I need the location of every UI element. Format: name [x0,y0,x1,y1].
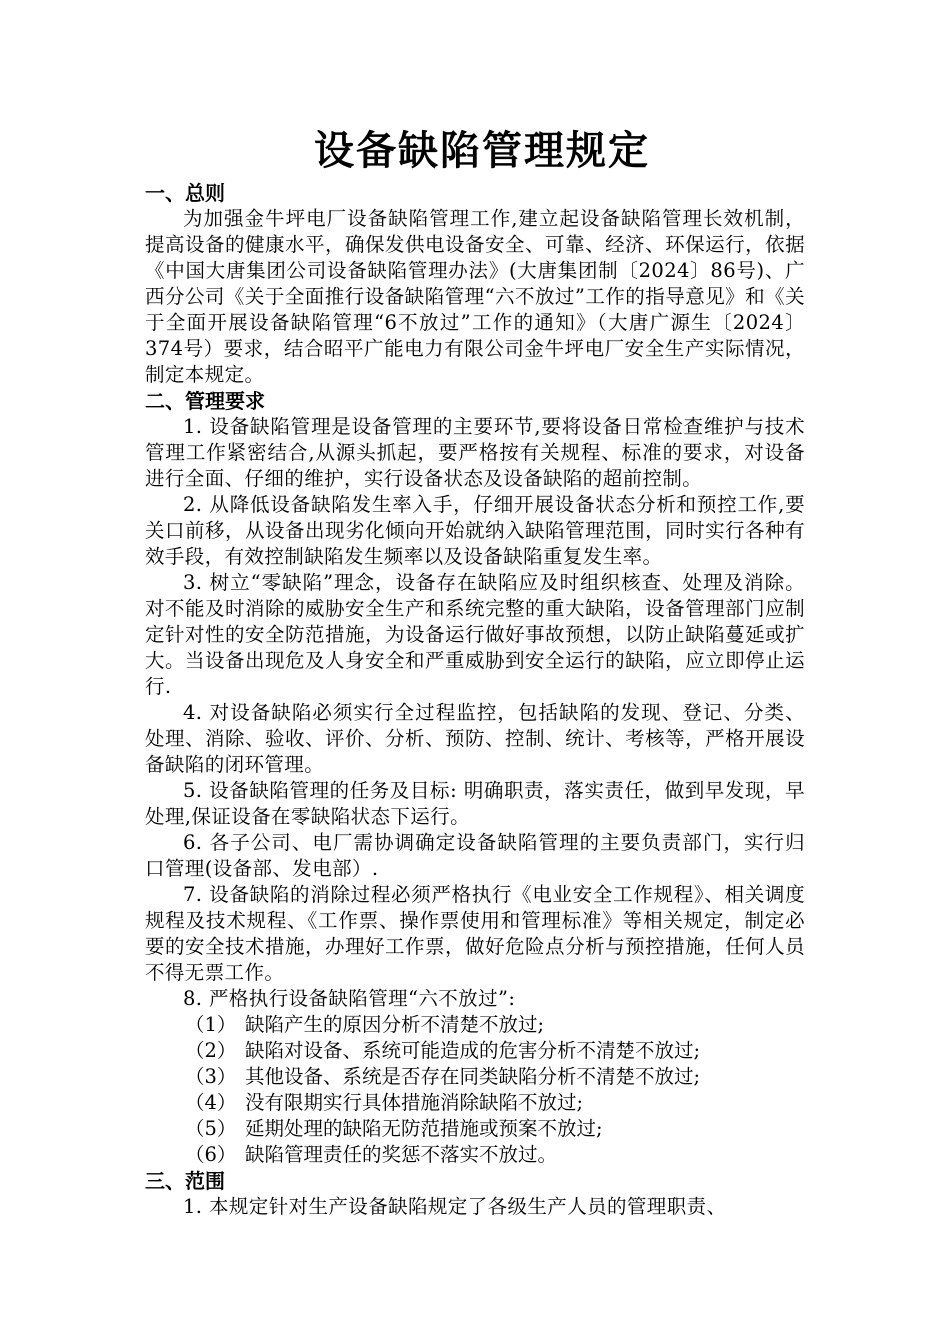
section-general [145,180,805,388]
section-heading: 一、总则 [145,181,225,205]
list-item-text: 其他设备、系统是否存在同类缺陷分析不清楚不放过; [245,1065,701,1088]
paragraph: 4. 对设备缺陷必须实行全过程监控，包括缺陷的发现、登记、分类、处理、消除、验收、评价、分析、预防、控制、统计、考核等，严格开展设备缺陷的闭环管理。 [145,701,805,776]
list-item [145,1038,805,1064]
section-heading: 二、管理要求 [145,389,265,413]
list-item-number: （2） [185,1039,237,1062]
section-management-requirements [145,388,805,1168]
list-item [145,1090,805,1116]
list-item-text: 缺陷产生的原因分析不清楚不放过; [245,1013,545,1036]
paragraph: 3. 树立“零缺陷”理念，设备存在缺陷应及时组织核查、处理及消除。对不能及时消除的威胁安全生产和系统完整的重大缺陷，设备管理部门应制定针对性的安全防范措施，为设备运行做好事故预想，以防止缺陷蔓延或扩大。当设备出现危及人身安全和严重威胁到安全运行的缺陷，应立即停止运行. [145,571,805,698]
paragraph: 1. 本规定针对生产设备缺陷规定了各级生产人员的管理职责、 [183,1195,727,1218]
paragraph: 为加强金牛坪电厂设备缺陷管理工作,建立起设备缺陷管理长效机制，提高设备的健康水平，确保发供电设备安全、可靠、经济、环保运行，依据《中国大唐集团公司设备缺陷管理办法》(大唐集团制〔2024〕86号)、广西分公司《关于全面推行设备缺陷管理“六不放过”工作的指导意见》和《关于全面开展设备缺陷管理“6不放过”工作的通知》（大唐广源生〔2024〕374号）要求，结合昭平广能电力有限公司金牛坪电厂安全生产实际情况，制定本规定。 [145,207,805,386]
document-page [145,122,805,1220]
document-title: 设备缺陷管理规定 [314,127,650,174]
list-item [145,1012,805,1038]
section-scope [145,1168,805,1220]
paragraph: 2. 从降低设备缺陷发生率入手，仔细开展设备状态分析和预控工作,要关口前移，从设备出现劣化倾向开始就纳入缺陷管理范围，同时实行各种有效手段，有效控制缺陷发生频率以及设备缺陷重复发生率。 [145,493,805,568]
list-item-text: 缺陷对设备、系统可能造成的危害分析不清楚不放过; [245,1039,701,1062]
list-item-number: （3） [185,1065,237,1088]
paragraph: 8. 严格执行设备缺陷管理“六不放过”: [183,987,516,1010]
paragraph: 1. 设备缺陷管理是设备管理的主要环节,要将设备日常检查维护与技术管理工作紧密结合,从源头抓起，要严格按有关规程、标准的要求，对设备进行全面、仔细的维护，实行设备状态及设备缺陷的超前控制。 [145,415,805,490]
list-item-number: （5） [185,1117,237,1140]
six-principles-list [145,1012,805,1168]
paragraph: 5. 设备缺陷管理的任务及目标: 明确职责，落实责任，做到早发现，早处理,保证设备在零缺陷状态下运行。 [145,779,805,828]
list-item-text: 延期处理的缺陷无防范措施或预案不放过; [245,1117,603,1140]
list-item-text: 没有限期实行具体措施消除缺陷不放过; [245,1091,584,1114]
paragraph: 7. 设备缺陷的消除过程必须严格执行《电业安全工作规程》、相关调度规程及技术规程、《工作票、操作票使用和管理标准》等相关规定，制定必要的安全技术措施，办理好工作票，做好危险点分析与预控措施，任何人员不得无票工作。 [145,883,805,984]
list-item [145,1142,805,1168]
list-item-number: （6） [185,1143,237,1166]
list-item-number: （4） [185,1091,237,1114]
list-item-number: （1） [185,1013,237,1036]
list-item [145,1064,805,1090]
list-item [145,1116,805,1142]
paragraph: 6. 各子公司、电厂需协调确定设备缺陷管理的主要负责部门，实行归口管理(设备部、发电部）. [145,831,805,880]
list-item-text: 缺陷管理责任的奖惩不落实不放过。 [245,1143,558,1166]
section-heading: 三、范围 [145,1169,225,1193]
